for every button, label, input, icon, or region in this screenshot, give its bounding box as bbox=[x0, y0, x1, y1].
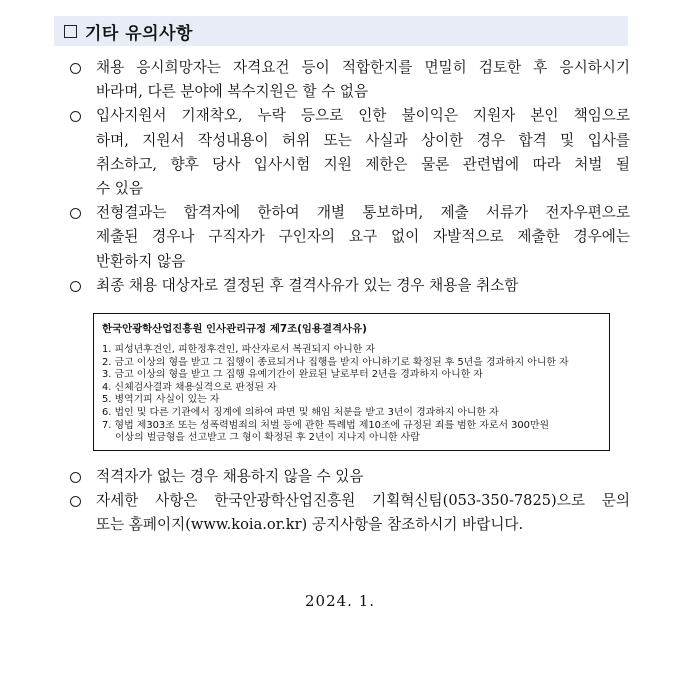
rule-row: 3. 금고 이상의 형을 받고 그 집행 유예기간이 완료된 날로부터 2년을 경과하지 아니한 자 bbox=[102, 369, 483, 381]
notice-item bbox=[70, 56, 630, 104]
notice-line: 하며, 지원서 작성내용이 허위 또는 사실과 상이한 경우 합격 및 입사를 bbox=[96, 131, 630, 149]
notice-line: 전형결과는 합격자에 한하여 개별 통보하며, 제출 서류가 전자우편으로 bbox=[96, 204, 630, 222]
rule-row: 1. 피성년후견인, 피한정후견인, 파산자로서 복권되지 아니한 자 bbox=[102, 344, 376, 355]
circle-bullet-icon bbox=[70, 496, 81, 507]
notice-item bbox=[70, 274, 630, 298]
notice-line: 바라며, 다른 분야에 복수지원은 할 수 없음 bbox=[96, 83, 369, 101]
circle-bullet-icon bbox=[70, 281, 81, 292]
document-date: 2024. 1. bbox=[304, 592, 376, 610]
rules-box-title: 한국안광학산업진흥원 인사관리규정 제7조(임용결격사유) bbox=[102, 323, 367, 335]
notice-list-continued bbox=[70, 465, 630, 538]
notice-list bbox=[70, 56, 630, 298]
notice-line: 입사지원서 기재착오, 누락 등으로 인한 불이익은 지원자 본인 책임으로 bbox=[96, 107, 630, 125]
rule-row: 7. 형법 제303조 또는 성폭력범죄의 처벌 등에 관한 특례법 제10조에 규정된 죄를 범한 자로서 300만원 bbox=[102, 419, 550, 431]
notice-line: 최종 채용 대상자로 결정된 후 결격사유가 있는 경우 채용을 취소함 bbox=[96, 276, 519, 294]
circle-bullet-icon bbox=[70, 111, 81, 122]
section-title: 기타 유의사항 bbox=[85, 23, 193, 44]
notice-item bbox=[70, 201, 630, 274]
circle-bullet-icon bbox=[70, 472, 81, 483]
circle-bullet-icon bbox=[70, 63, 81, 74]
notice-line: 또는 홈페이지(www.koia.or.kr) 공지사항을 참조하시기 바랍니다. bbox=[96, 516, 524, 534]
notice-line: 제출된 경우나 구직자가 구인자의 요구 없이 자발적으로 제출한 경우에는 bbox=[96, 228, 630, 246]
rule-row: 2. 금고 이상의 형을 받고 그 집행이 종료되거나 집행을 받지 아니하기로 확정된 후 5년을 경과하지 아니한 자 bbox=[102, 356, 569, 368]
checkbox-square-icon bbox=[64, 25, 77, 38]
notice-line: 수 있음 bbox=[96, 180, 143, 198]
rule-row-continued: 이상의 벌금형을 선고받고 그 형이 확정된 후 2년이 지나지 아니한 사람 bbox=[115, 432, 420, 444]
notice-line: 자세한 사항은 한국안광학산업진흥원 기획혁신팀(053-350-7825)으로 문의 bbox=[96, 492, 630, 510]
notice-line: 취소하고, 향후 당사 입사시험 지원 제한은 물론 관련법에 따라 처벌 될 bbox=[96, 155, 630, 173]
section-header bbox=[54, 16, 628, 46]
circle-bullet-icon bbox=[70, 208, 81, 219]
notice-line: 적격자가 없는 경우 채용하지 않을 수 있음 bbox=[96, 468, 364, 485]
rule-row: 5. 병역기피 사실이 있는 자 bbox=[102, 394, 220, 406]
rule-row: 4. 신체검사결과 채용실격으로 판정된 자 bbox=[102, 381, 277, 393]
notice-item bbox=[70, 465, 630, 489]
rule-row: 6. 법인 및 다른 기관에서 징계에 의하여 파면 및 해임 처분을 받고 3년이 경과하지 아니한 자 bbox=[102, 406, 499, 418]
notice-item bbox=[70, 104, 630, 201]
notice-line: 채용 응시희망자는 자격요건 등이 적합한지를 면밀히 검토한 후 응시하시기 bbox=[96, 59, 630, 76]
disqualification-rules-box bbox=[93, 313, 610, 451]
notice-item bbox=[70, 489, 630, 537]
notice-line: 반환하지 않음 bbox=[96, 252, 186, 270]
